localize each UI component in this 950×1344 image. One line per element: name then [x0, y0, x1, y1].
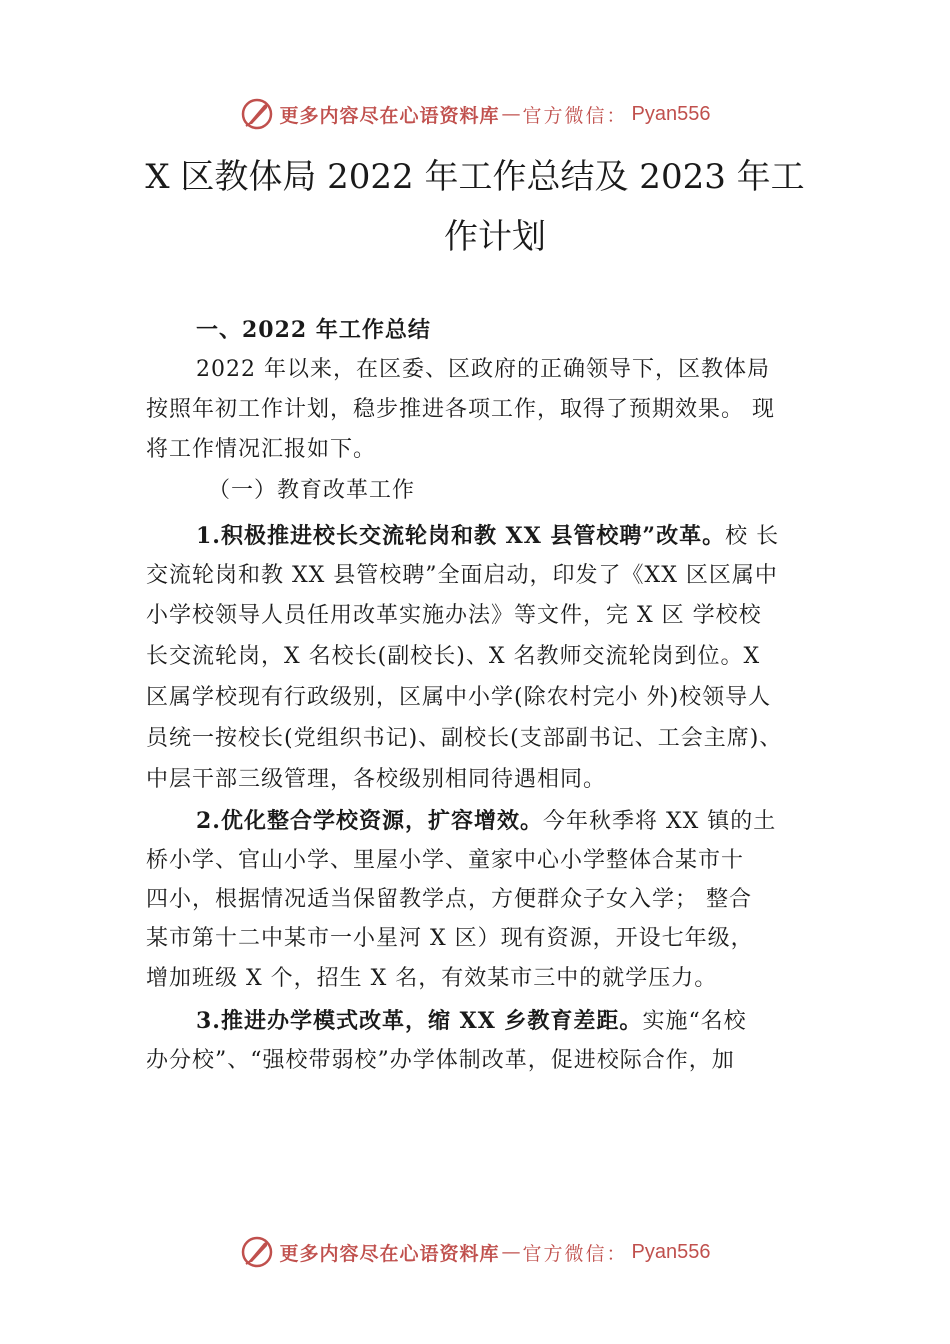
item2-line: 某市第十二中某市一小星河 X 区）现有资源，开设七年级， [146, 926, 754, 951]
banner-wechat-label: 官方微信： [522, 1242, 628, 1265]
banner-text: 更多内容尽在心语资料库 [279, 1242, 500, 1265]
item1-line: 中层干部三级管理，各校级别相同待遇相同。 [146, 767, 607, 792]
item3-first-rest: 实施“名校 [642, 1009, 747, 1034]
item3-bold-lead: 3.推进办学模式改革，缩 XX 乡教育差距。 [196, 1008, 643, 1034]
item1-line: 区属学校现有行政级别，区属中小学(除农村完小 外)校领导人 [146, 685, 772, 710]
quill-logo-icon [240, 1235, 274, 1269]
banner-text: 更多内容尽在心语资料库 [279, 104, 500, 127]
banner-wechat-label: 官方微信： [522, 104, 628, 127]
bottom-banner [0, 1232, 950, 1272]
item1-first-rest: 校 长 [725, 524, 780, 549]
document-title-line-2: 作计划 [444, 217, 546, 257]
intro-line-1: 2022 年以来，在区委、区政府的正确领导下，区教体局 [196, 357, 770, 382]
item1-line: 员统一按校长(党组织书记)、副校长(支部副书记、工会主席)、 [146, 726, 783, 751]
quill-logo-icon [240, 97, 274, 131]
item1-first-line [196, 518, 779, 555]
item2-first-line [196, 803, 776, 840]
item1-bold-lead: 1.积极推进校长交流轮岗和教 XX 县管校聘”改革。 [196, 523, 726, 549]
item2-first-rest: 今年秋季将 XX 镇的土 [542, 809, 777, 834]
item3-first-line [196, 1003, 747, 1040]
item1-line: 长交流轮岗，X 名校长(副校长)、X 名教师交流轮岗到位。X [146, 644, 761, 669]
intro-line-2: 按照年初工作计划，稳步推进各项工作，取得了预期效果。 现 [146, 397, 775, 422]
intro-line-3: 将工作情况汇报如下。 [146, 437, 377, 462]
top-banner [0, 94, 950, 134]
document-title-line-1: X 区教体局 2022 年工作总结及 2023 年工 [145, 157, 805, 197]
banner-wechat-id: Pyan556 [631, 1240, 711, 1263]
banner-separator: — [501, 1241, 521, 1263]
banner-wechat-id: Pyan556 [631, 102, 711, 125]
item2-line: 增加班级 X 个，招生 X 名，有效某市三中的就学压力。 [146, 966, 718, 991]
sub-heading: （一）教育改革工作 [208, 478, 416, 503]
item1-line: 交流轮岗和教 XX 县管校聘”全面启动，印发了《XX 区区属中 [146, 563, 778, 588]
item2-bold-lead: 2.优化整合学校资源，扩容增效。 [196, 808, 543, 834]
item2-line: 四小，根据情况适当保留教学点，方便群众子女入学； 整合 [146, 887, 752, 912]
item2-line: 桥小学、官山小学、里屋小学、童家中心小学整体合某市十 [146, 848, 745, 873]
item1-line: 小学校领导人员任用改革实施办法》等文件，完 X 区 学校校 [146, 603, 762, 628]
banner-separator: — [501, 103, 521, 125]
section-heading: 一、2022 年工作总结 [196, 317, 431, 343]
item3-line: 办分校”、“强校带弱校”办学体制改革，促进校际合作，加 [146, 1048, 735, 1073]
